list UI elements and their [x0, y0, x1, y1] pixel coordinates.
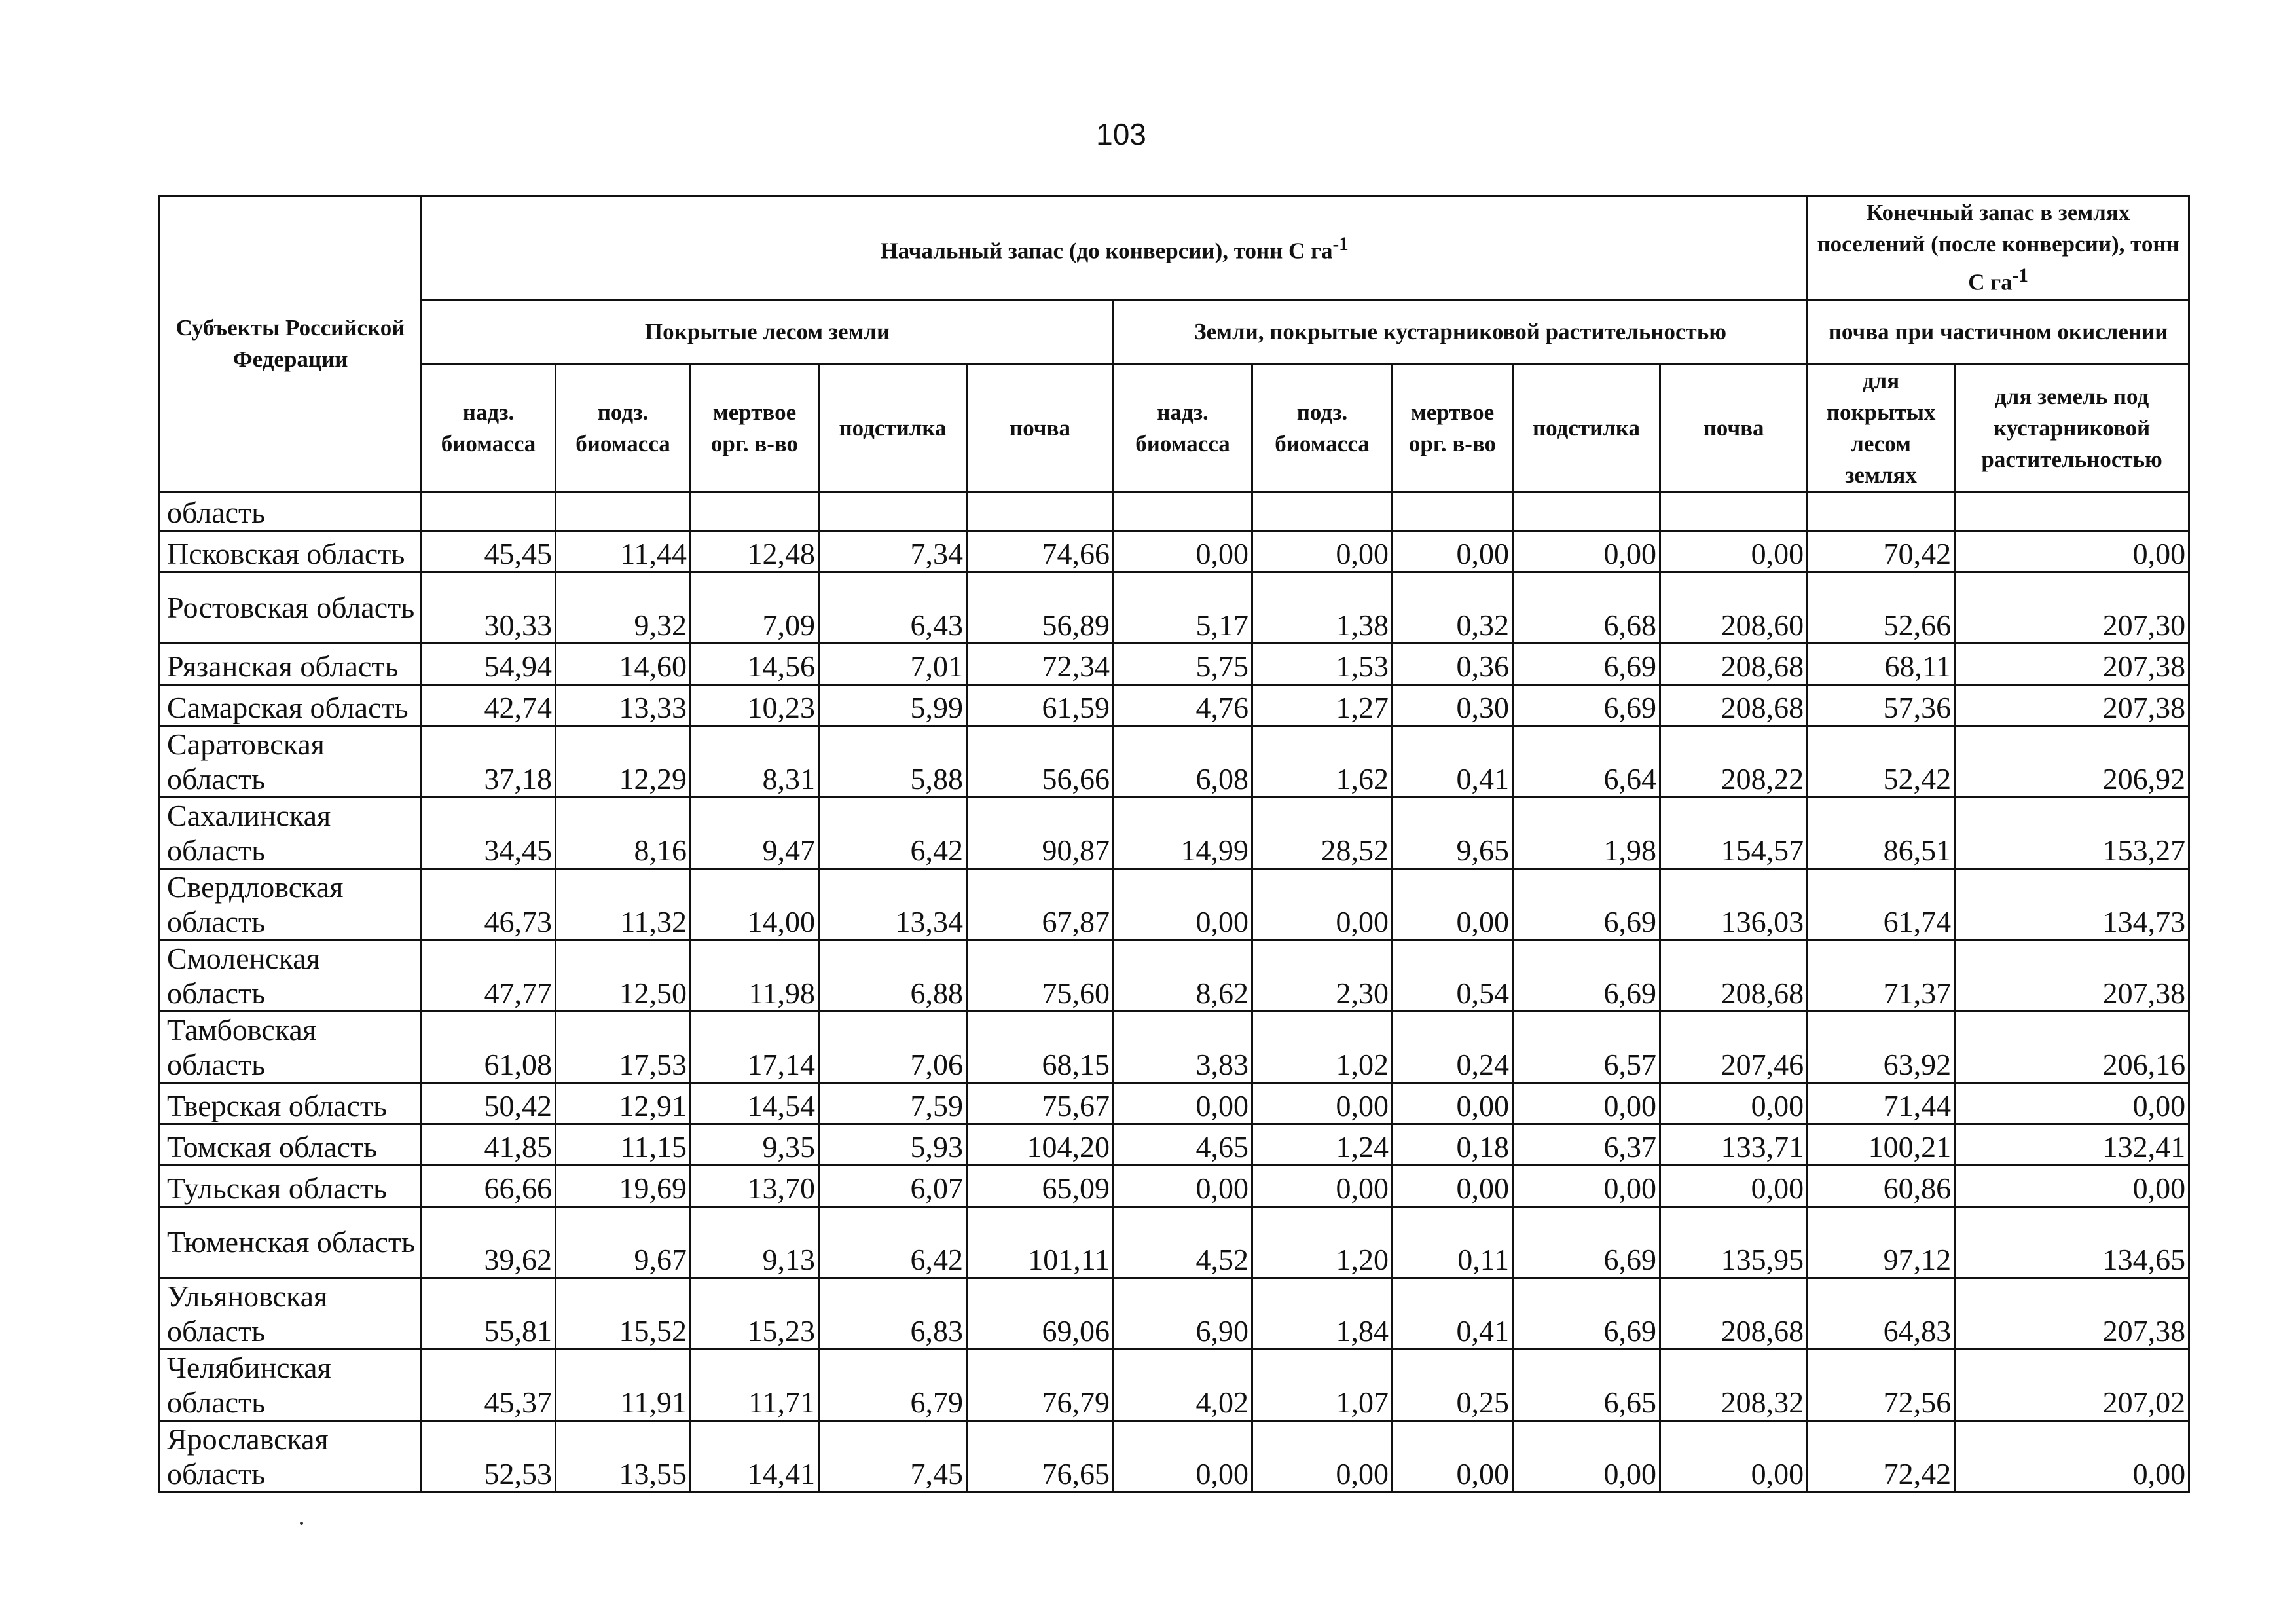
column-header: подстилка [819, 364, 967, 492]
value-cell: 6,69 [1513, 868, 1660, 940]
forest-group-header: Покрытые лесом земли [422, 299, 1114, 364]
value-cell: 75,60 [967, 940, 1114, 1011]
value-cell: 5,17 [1114, 572, 1252, 643]
value-cell: 55,81 [422, 1278, 556, 1349]
table-row [160, 940, 2189, 1011]
value-cell: 54,94 [422, 643, 556, 684]
final-stock-label: Конечный запас в землях поселений (после конверсии), тонн С га [1817, 200, 2179, 295]
value-cell: 6,57 [1513, 1011, 1660, 1082]
initial-stock-unit-exponent: -1 [1332, 234, 1349, 255]
value-cell: 0,41 [1393, 726, 1513, 797]
column-header: для земель под кустарниковой растительностью [1955, 364, 2189, 492]
value-cell: 0,00 [1660, 1165, 1808, 1206]
value-cell: 0,00 [1114, 1420, 1252, 1492]
value-cell: 61,08 [422, 1011, 556, 1082]
value-cell: 0,00 [1393, 1082, 1513, 1124]
value-cell: 6,88 [819, 940, 967, 1011]
value-cell: 1,07 [1252, 1349, 1393, 1420]
value-cell: 4,65 [1114, 1124, 1252, 1165]
value-cell: 0,54 [1393, 940, 1513, 1011]
value-cell: 132,41 [1955, 1124, 2189, 1165]
value-cell: 0,00 [1393, 1420, 1513, 1492]
value-cell [1393, 492, 1513, 530]
value-cell: 0,00 [1955, 1082, 2189, 1124]
value-cell: 52,66 [1808, 572, 1955, 643]
value-cell: 208,68 [1660, 1278, 1808, 1349]
value-cell: 8,31 [691, 726, 819, 797]
value-cell: 6,37 [1513, 1124, 1660, 1165]
value-cell: 10,23 [691, 684, 819, 726]
value-cell: 7,09 [691, 572, 819, 643]
value-cell: 11,91 [556, 1349, 691, 1420]
final-stock-header [1808, 196, 2189, 300]
value-cell: 0,00 [1252, 530, 1393, 572]
region-cell: Тамбовская область [160, 1011, 422, 1082]
value-cell: 4,02 [1114, 1349, 1252, 1420]
table-row [160, 530, 2189, 572]
value-cell: 14,41 [691, 1420, 819, 1492]
value-cell: 0,00 [1660, 1420, 1808, 1492]
subject-header: Субъекты Российской Федерации [160, 196, 422, 492]
value-cell: 72,42 [1808, 1420, 1955, 1492]
value-cell: 6,43 [819, 572, 967, 643]
value-cell: 207,38 [1955, 1278, 2189, 1349]
table-row [160, 1420, 2189, 1492]
table-row [160, 684, 2189, 726]
value-cell: 74,66 [967, 530, 1114, 572]
value-cell: 207,38 [1955, 940, 2189, 1011]
value-cell: 1,27 [1252, 684, 1393, 726]
value-cell: 206,16 [1955, 1011, 2189, 1082]
value-cell: 5,99 [819, 684, 967, 726]
value-cell [691, 492, 819, 530]
value-cell [819, 492, 967, 530]
value-cell: 0,00 [1955, 530, 2189, 572]
value-cell: 134,73 [1955, 868, 2189, 940]
table-row [160, 1082, 2189, 1124]
region-cell: Тульская область [160, 1165, 422, 1206]
value-cell: 75,67 [967, 1082, 1114, 1124]
table-row [160, 726, 2189, 797]
scan-artifact-dot [300, 1522, 303, 1525]
value-cell: 4,76 [1114, 684, 1252, 726]
value-cell [1808, 492, 1955, 530]
value-cell: 7,45 [819, 1420, 967, 1492]
value-cell: 1,20 [1252, 1206, 1393, 1278]
region-cell: Свердловская область [160, 868, 422, 940]
value-cell: 100,21 [1808, 1124, 1955, 1165]
value-cell: 0,00 [1252, 868, 1393, 940]
value-cell: 3,83 [1114, 1011, 1252, 1082]
value-cell: 6,83 [819, 1278, 967, 1349]
value-cell: 6,08 [1114, 726, 1252, 797]
value-cell: 71,44 [1808, 1082, 1955, 1124]
value-cell: 0,30 [1393, 684, 1513, 726]
value-cell: 6,65 [1513, 1349, 1660, 1420]
value-cell: 0,00 [1955, 1420, 2189, 1492]
value-cell: 9,67 [556, 1206, 691, 1278]
value-cell: 13,70 [691, 1165, 819, 1206]
value-cell: 11,71 [691, 1349, 819, 1420]
value-cell: 6,69 [1513, 940, 1660, 1011]
value-cell: 0,11 [1393, 1206, 1513, 1278]
value-cell: 0,00 [1660, 530, 1808, 572]
value-cell [1513, 492, 1660, 530]
value-cell: 46,73 [422, 868, 556, 940]
value-cell [967, 492, 1114, 530]
value-cell: 4,52 [1114, 1206, 1252, 1278]
value-cell: 12,29 [556, 726, 691, 797]
value-cell: 52,53 [422, 1420, 556, 1492]
value-cell: 64,83 [1808, 1278, 1955, 1349]
region-cell: Ярославская область [160, 1420, 422, 1492]
table-row [160, 643, 2189, 684]
value-cell: 134,65 [1955, 1206, 2189, 1278]
value-cell: 68,15 [967, 1011, 1114, 1082]
value-cell: 1,84 [1252, 1278, 1393, 1349]
value-cell [1955, 492, 2189, 530]
value-cell: 0,00 [1393, 868, 1513, 940]
value-cell: 0,25 [1393, 1349, 1513, 1420]
value-cell: 8,16 [556, 797, 691, 868]
value-cell: 42,74 [422, 684, 556, 726]
value-cell: 0,00 [1513, 530, 1660, 572]
value-cell: 0,00 [1114, 530, 1252, 572]
table-row [160, 1278, 2189, 1349]
value-cell: 47,77 [422, 940, 556, 1011]
value-cell: 208,68 [1660, 940, 1808, 1011]
value-cell: 28,52 [1252, 797, 1393, 868]
value-cell: 1,24 [1252, 1124, 1393, 1165]
value-cell: 7,01 [819, 643, 967, 684]
value-cell: 153,27 [1955, 797, 2189, 868]
value-cell: 1,53 [1252, 643, 1393, 684]
value-cell: 76,79 [967, 1349, 1114, 1420]
final-stock-unit-exponent: -1 [2012, 265, 2028, 286]
value-cell: 6,69 [1513, 643, 1660, 684]
value-cell: 6,07 [819, 1165, 967, 1206]
region-cell: Сахалинская область [160, 797, 422, 868]
value-cell: 11,15 [556, 1124, 691, 1165]
table-row [160, 1206, 2189, 1278]
region-cell: Тверская область [160, 1082, 422, 1124]
initial-stock-header [422, 196, 1808, 300]
value-cell [422, 492, 556, 530]
page-number: 103 [1096, 117, 1146, 151]
value-cell: 154,57 [1660, 797, 1808, 868]
value-cell: 0,00 [1955, 1165, 2189, 1206]
table-row [160, 492, 2189, 530]
value-cell: 19,69 [556, 1165, 691, 1206]
value-cell: 56,89 [967, 572, 1114, 643]
value-cell: 9,13 [691, 1206, 819, 1278]
value-cell: 34,45 [422, 797, 556, 868]
value-cell: 104,20 [967, 1124, 1114, 1165]
value-cell: 56,66 [967, 726, 1114, 797]
carbon-stock-table [158, 195, 2190, 1493]
table-row [160, 797, 2189, 868]
value-cell: 57,36 [1808, 684, 1955, 726]
value-cell [1660, 492, 1808, 530]
value-cell: 11,44 [556, 530, 691, 572]
value-cell: 6,42 [819, 1206, 967, 1278]
value-cell: 17,14 [691, 1011, 819, 1082]
table-row [160, 1124, 2189, 1165]
column-header: подз. биомасса [556, 364, 691, 492]
value-cell: 208,68 [1660, 643, 1808, 684]
value-cell: 11,32 [556, 868, 691, 940]
value-cell: 0,18 [1393, 1124, 1513, 1165]
region-cell: Самарская область [160, 684, 422, 726]
value-cell: 0,00 [1114, 1082, 1252, 1124]
value-cell: 207,02 [1955, 1349, 2189, 1420]
value-cell: 0,00 [1513, 1082, 1660, 1124]
value-cell: 135,95 [1660, 1206, 1808, 1278]
value-cell: 72,34 [967, 643, 1114, 684]
column-header: подз. биомасса [1252, 364, 1393, 492]
value-cell: 7,59 [819, 1082, 967, 1124]
value-cell: 17,53 [556, 1011, 691, 1082]
region-cell: Ульяновская область [160, 1278, 422, 1349]
region-cell: Смоленская область [160, 940, 422, 1011]
value-cell: 206,92 [1955, 726, 2189, 797]
column-header: мертвое орг. в-во [1393, 364, 1513, 492]
region-cell: Челябинская область [160, 1349, 422, 1420]
value-cell: 71,37 [1808, 940, 1955, 1011]
value-cell: 61,59 [967, 684, 1114, 726]
table-row [160, 1011, 2189, 1082]
value-cell: 0,00 [1252, 1420, 1393, 1492]
value-cell: 208,32 [1660, 1349, 1808, 1420]
value-cell [556, 492, 691, 530]
value-cell: 37,18 [422, 726, 556, 797]
column-header: подстилка [1513, 364, 1660, 492]
value-cell: 207,30 [1955, 572, 2189, 643]
value-cell: 11,98 [691, 940, 819, 1011]
value-cell: 6,69 [1513, 684, 1660, 726]
value-cell: 14,99 [1114, 797, 1252, 868]
value-cell: 14,00 [691, 868, 819, 940]
value-cell: 6,69 [1513, 1206, 1660, 1278]
value-cell: 69,06 [967, 1278, 1114, 1349]
value-cell: 15,23 [691, 1278, 819, 1349]
value-cell: 65,09 [967, 1165, 1114, 1206]
value-cell: 61,74 [1808, 868, 1955, 940]
value-cell: 12,48 [691, 530, 819, 572]
value-cell: 67,87 [967, 868, 1114, 940]
value-cell: 0,24 [1393, 1011, 1513, 1082]
value-cell: 9,47 [691, 797, 819, 868]
value-cell: 41,85 [422, 1124, 556, 1165]
value-cell: 0,00 [1393, 1165, 1513, 1206]
value-cell: 14,60 [556, 643, 691, 684]
value-cell: 207,38 [1955, 684, 2189, 726]
column-header: мертвое орг. в-во [691, 364, 819, 492]
value-cell: 6,69 [1513, 1278, 1660, 1349]
region-cell: Тюменская область [160, 1206, 422, 1278]
region-cell: Томская область [160, 1124, 422, 1165]
value-cell: 72,56 [1808, 1349, 1955, 1420]
value-cell: 0,00 [1393, 530, 1513, 572]
value-cell: 207,46 [1660, 1011, 1808, 1082]
value-cell: 5,93 [819, 1124, 967, 1165]
value-cell: 0,00 [1252, 1165, 1393, 1206]
value-cell: 1,02 [1252, 1011, 1393, 1082]
value-cell: 208,68 [1660, 684, 1808, 726]
value-cell: 60,86 [1808, 1165, 1955, 1206]
value-cell: 5,88 [819, 726, 967, 797]
table-row [160, 868, 2189, 940]
value-cell: 90,87 [967, 797, 1114, 868]
value-cell: 9,35 [691, 1124, 819, 1165]
value-cell: 0,41 [1393, 1278, 1513, 1349]
value-cell: 7,34 [819, 530, 967, 572]
value-cell: 0,36 [1393, 643, 1513, 684]
value-cell: 1,62 [1252, 726, 1393, 797]
table-row [160, 1349, 2189, 1420]
value-cell: 208,60 [1660, 572, 1808, 643]
value-cell: 6,64 [1513, 726, 1660, 797]
region-cell: Псковская область [160, 530, 422, 572]
value-cell: 0,32 [1393, 572, 1513, 643]
initial-stock-label: Начальный запас (до конверсии), тонн С га [880, 238, 1333, 264]
value-cell: 6,90 [1114, 1278, 1252, 1349]
table-row [160, 572, 2189, 643]
value-cell: 86,51 [1808, 797, 1955, 868]
value-cell: 76,65 [967, 1420, 1114, 1492]
value-cell: 13,33 [556, 684, 691, 726]
value-cell: 0,00 [1513, 1420, 1660, 1492]
value-cell: 101,11 [967, 1206, 1114, 1278]
value-cell: 6,42 [819, 797, 967, 868]
value-cell: 6,79 [819, 1349, 967, 1420]
value-cell: 8,62 [1114, 940, 1252, 1011]
value-cell: 7,06 [819, 1011, 967, 1082]
value-cell: 0,00 [1114, 1165, 1252, 1206]
value-cell: 70,42 [1808, 530, 1955, 572]
value-cell: 52,42 [1808, 726, 1955, 797]
value-cell [1114, 492, 1252, 530]
region-cell: Ростовская область [160, 572, 422, 643]
value-cell: 45,45 [422, 530, 556, 572]
value-cell: 0,00 [1513, 1165, 1660, 1206]
value-cell: 2,30 [1252, 940, 1393, 1011]
value-cell: 136,03 [1660, 868, 1808, 940]
value-cell [1252, 492, 1393, 530]
value-cell: 68,11 [1808, 643, 1955, 684]
value-cell: 6,68 [1513, 572, 1660, 643]
region-cell: область [160, 492, 422, 530]
column-header: для покрытых лесом землях [1808, 364, 1955, 492]
table-row [160, 1165, 2189, 1206]
value-cell: 30,33 [422, 572, 556, 643]
value-cell: 133,71 [1660, 1124, 1808, 1165]
region-cell: Саратовская область [160, 726, 422, 797]
value-cell: 13,55 [556, 1420, 691, 1492]
value-cell: 208,22 [1660, 726, 1808, 797]
column-header: почва [1660, 364, 1808, 492]
column-header: почва [967, 364, 1114, 492]
value-cell: 5,75 [1114, 643, 1252, 684]
value-cell: 207,38 [1955, 643, 2189, 684]
value-cell: 45,37 [422, 1349, 556, 1420]
value-cell: 0,00 [1252, 1082, 1393, 1124]
value-cell: 1,98 [1513, 797, 1660, 868]
value-cell: 0,00 [1660, 1082, 1808, 1124]
value-cell: 14,56 [691, 643, 819, 684]
value-cell: 66,66 [422, 1165, 556, 1206]
column-header: надз. биомасса [422, 364, 556, 492]
value-cell: 63,92 [1808, 1011, 1955, 1082]
table-body [160, 492, 2189, 1492]
value-cell: 0,00 [1114, 868, 1252, 940]
value-cell: 13,34 [819, 868, 967, 940]
soil-group-header: почва при частичном окислении [1808, 299, 2189, 364]
value-cell: 39,62 [422, 1206, 556, 1278]
value-cell: 1,38 [1252, 572, 1393, 643]
value-cell: 15,52 [556, 1278, 691, 1349]
region-cell: Рязанская область [160, 643, 422, 684]
column-header: надз. биомасса [1114, 364, 1252, 492]
value-cell: 97,12 [1808, 1206, 1955, 1278]
value-cell: 50,42 [422, 1082, 556, 1124]
shrub-group-header: Земли, покрытые кустарниковой растительностью [1114, 299, 1808, 364]
value-cell: 14,54 [691, 1082, 819, 1124]
value-cell: 12,50 [556, 940, 691, 1011]
value-cell: 9,32 [556, 572, 691, 643]
value-cell: 9,65 [1393, 797, 1513, 868]
value-cell: 12,91 [556, 1082, 691, 1124]
